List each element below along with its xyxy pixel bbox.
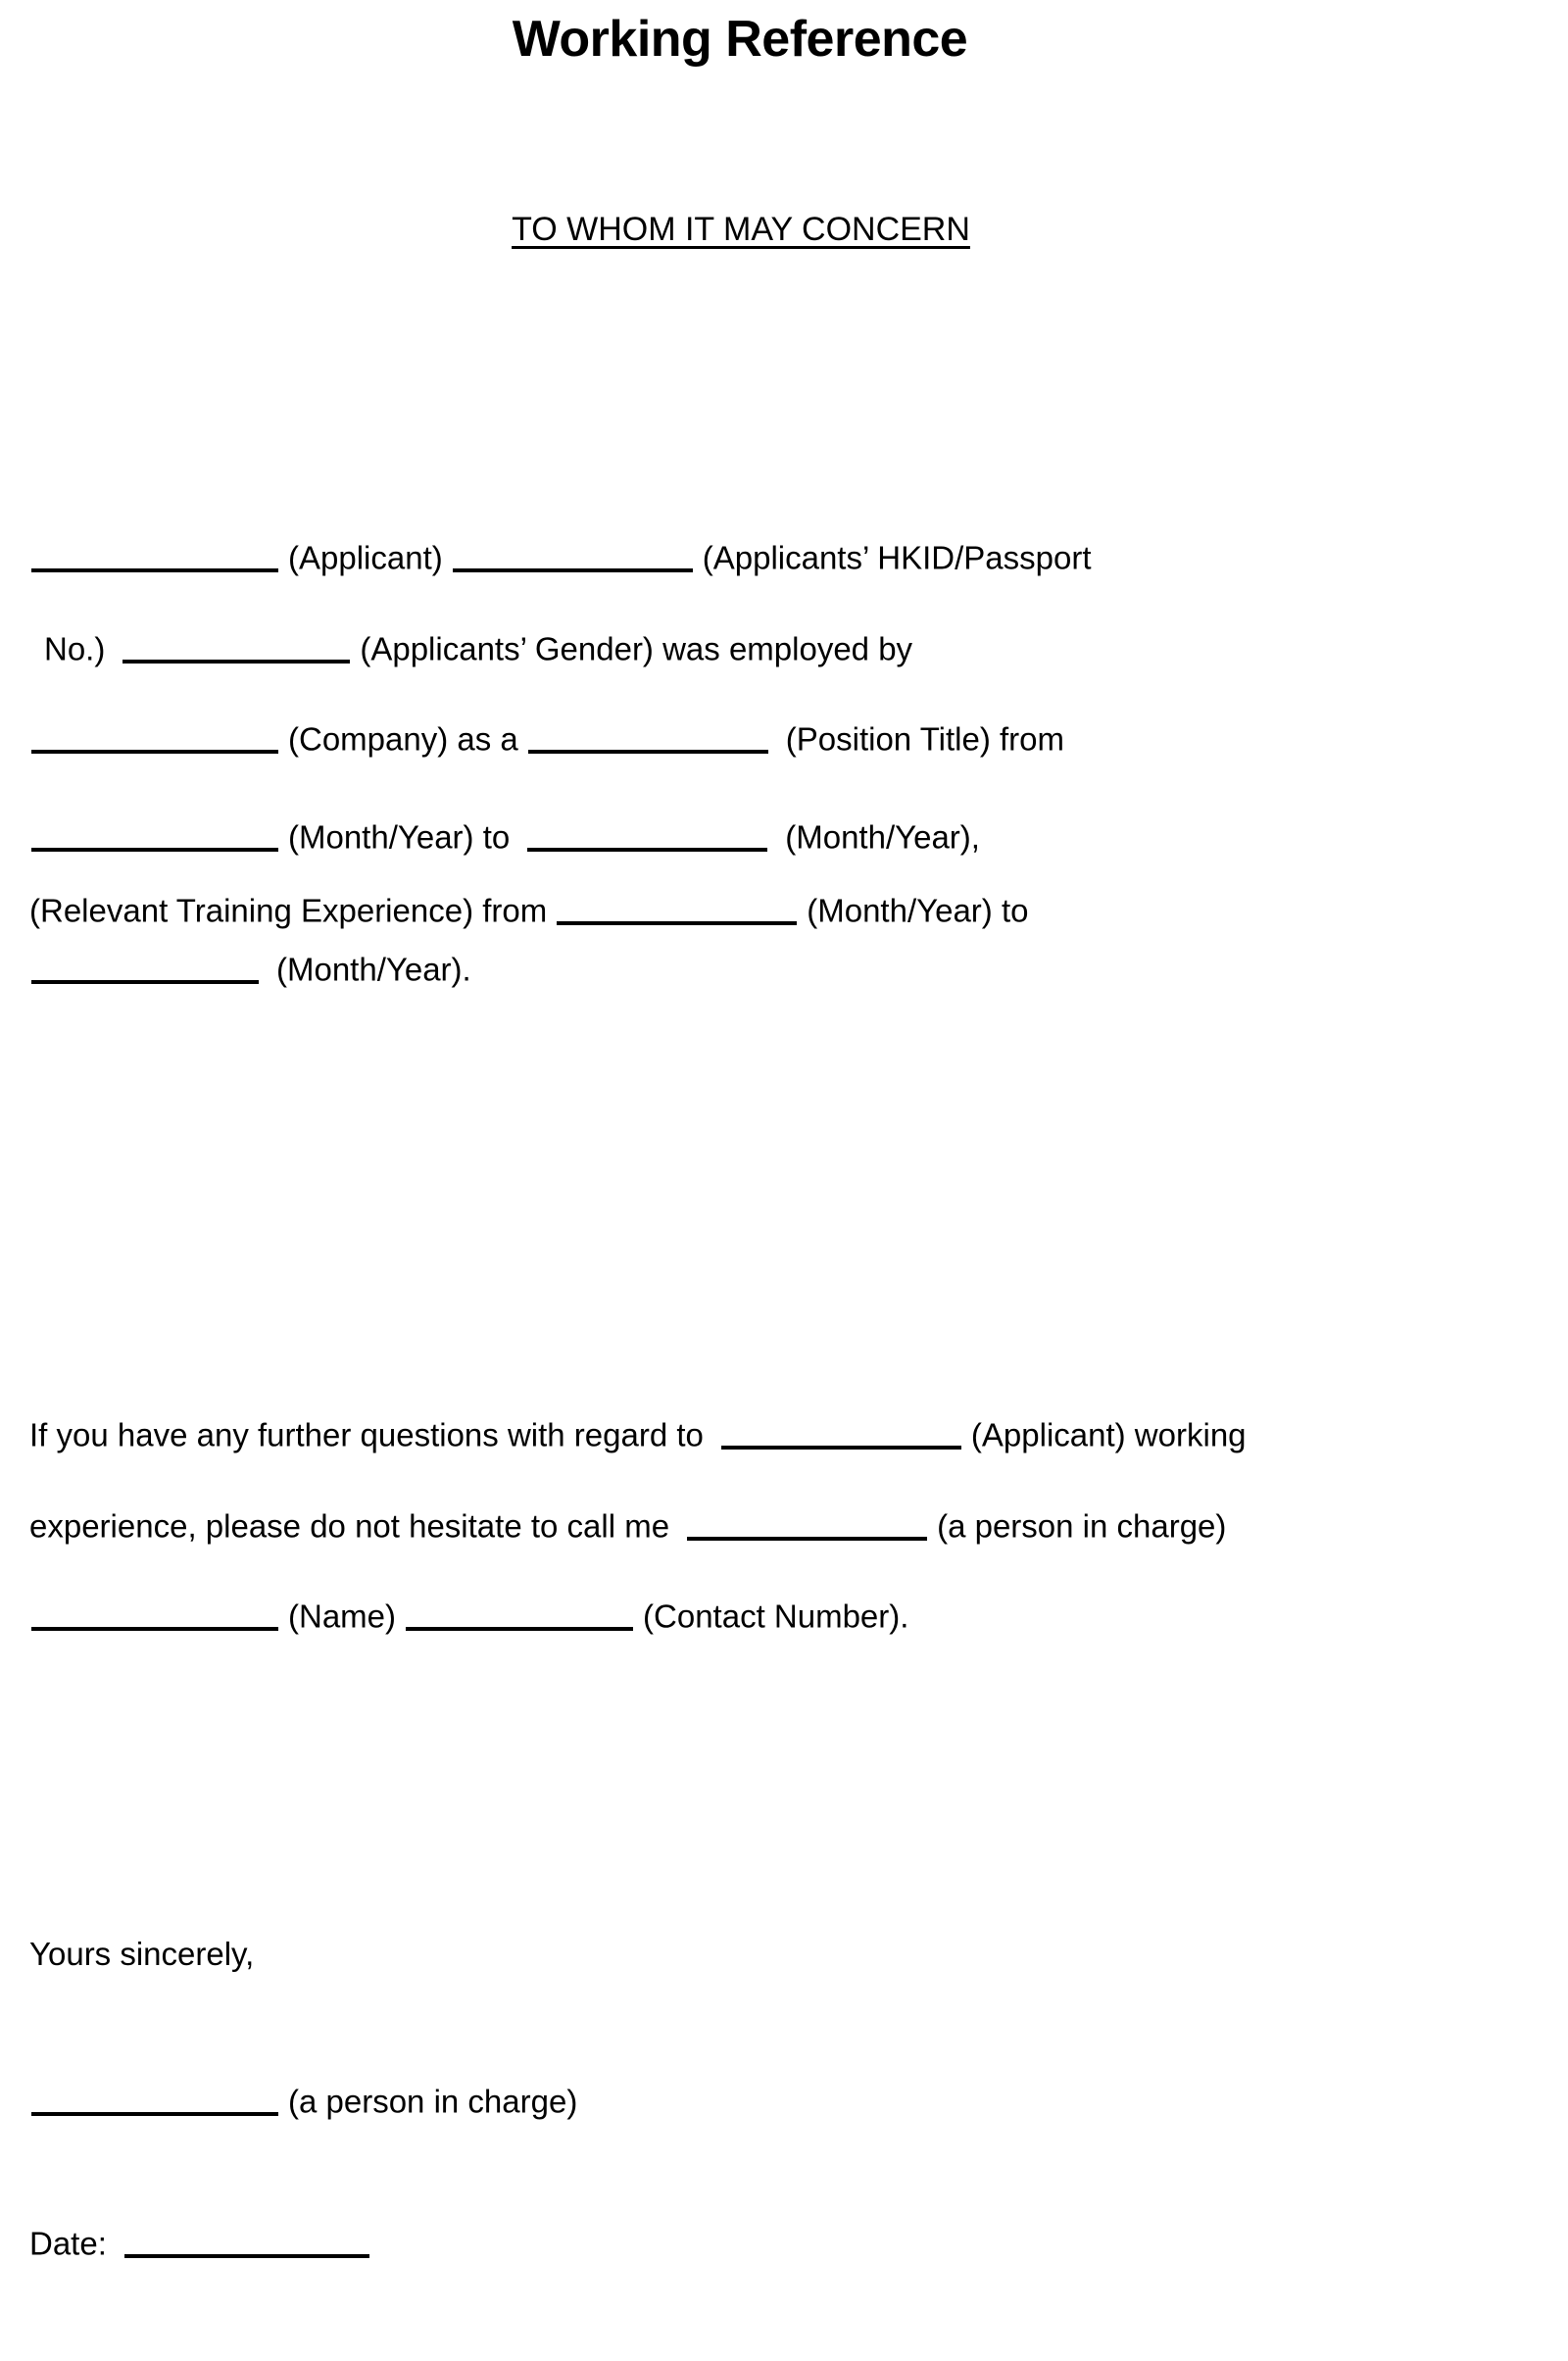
- body-line-name-contact: [29, 1593, 908, 1637]
- label-contact-number: (Contact Number).: [643, 1598, 909, 1635]
- subtitle-text: TO WHOM IT MAY CONCERN: [512, 211, 970, 248]
- label-hkid-passport: (Applicants’ HKID/Passport: [702, 539, 1092, 576]
- label-signature-person-in-charge: (a person in charge): [288, 2083, 578, 2120]
- body-line-contact-me: [29, 1502, 1226, 1547]
- blank-person-in-charge[interactable]: [687, 1502, 927, 1541]
- blank-questions-applicant[interactable]: [721, 1411, 961, 1450]
- label-gender: (Applicants’ Gender) was employed by: [360, 630, 913, 667]
- blank-applicant-name[interactable]: [31, 534, 278, 572]
- blank-contact-number[interactable]: [406, 1593, 633, 1631]
- label-relevant-training: (Relevant Training Experience) from: [29, 892, 548, 929]
- blank-signature[interactable]: [31, 2078, 278, 2116]
- label-date: Date:: [29, 2225, 107, 2262]
- label-applicant: (Applicant): [288, 539, 443, 576]
- blank-contact-name[interactable]: [31, 1593, 278, 1631]
- label-contact-suffix: (a person in charge): [937, 1507, 1227, 1545]
- blank-applicant-gender[interactable]: [122, 625, 350, 664]
- blank-date[interactable]: [124, 2220, 369, 2258]
- label-no-prefix: No.): [44, 630, 106, 667]
- blank-company[interactable]: [31, 715, 278, 754]
- label-name: (Name): [288, 1598, 397, 1635]
- blank-employment-to[interactable]: [527, 813, 767, 852]
- body-line-company: [29, 715, 1064, 760]
- blank-position-title[interactable]: [528, 715, 768, 754]
- label-contact-prefix: experience, please do not hesitate to call me: [29, 1507, 670, 1545]
- label-training-month-end: (Month/Year).: [276, 951, 471, 988]
- label-company: (Company) as a: [288, 720, 518, 758]
- label-questions-suffix: (Applicant) working: [970, 1416, 1247, 1453]
- closing-signature-line: [29, 2078, 577, 2122]
- body-line-questions: [29, 1411, 1247, 1455]
- blank-training-from[interactable]: [557, 887, 797, 925]
- blank-training-to[interactable]: [31, 946, 259, 984]
- salutation-text: Yours sincerely,: [29, 1936, 255, 1972]
- closing-date-line: [29, 2220, 371, 2264]
- label-month-year-to: (Month/Year),: [785, 818, 980, 856]
- page-title: Working Reference: [512, 11, 968, 68]
- label-training-month-to: (Month/Year) to: [807, 892, 1029, 929]
- document-subtitle: [0, 211, 1482, 249]
- blank-employment-from[interactable]: [31, 813, 278, 852]
- body-line-gender: [44, 625, 912, 669]
- label-position-title: (Position Title) from: [785, 720, 1065, 758]
- label-month-year-from: (Month/Year) to: [288, 818, 511, 856]
- body-line-employment-dates: [29, 813, 980, 858]
- body-line-training-to: [29, 946, 471, 990]
- blank-applicant-hkid[interactable]: [453, 534, 693, 572]
- closing-salutation: [29, 1936, 254, 1974]
- body-line-training-from: [29, 887, 1028, 931]
- body-line-applicant: [29, 534, 1092, 578]
- label-questions-prefix: If you have any further questions with regard to: [29, 1416, 704, 1453]
